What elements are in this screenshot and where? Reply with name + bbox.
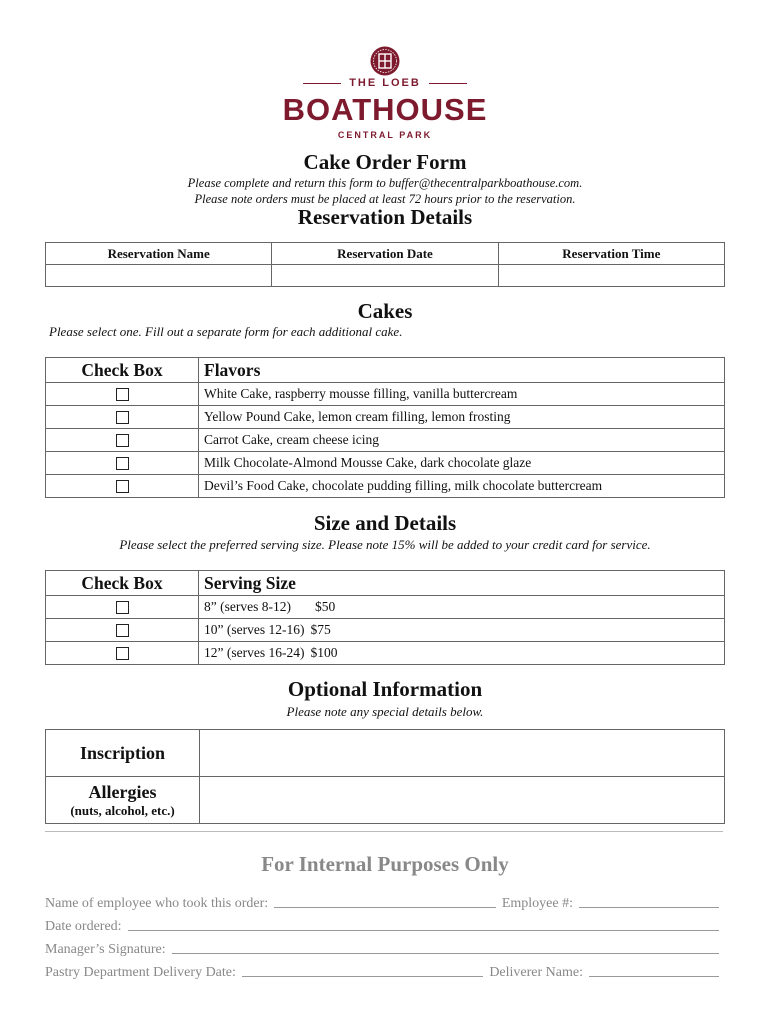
form-instruction-1: Please complete and return this form to buffer@thecentralparkboathouse.com.	[187, 176, 583, 190]
date-ordered-label: Date ordered:	[45, 919, 122, 934]
inscription-label: Inscription	[46, 730, 200, 777]
table-row	[46, 596, 725, 619]
size-price: $75	[310, 622, 331, 637]
logo-sub-text: CENTRAL PARK	[337, 130, 433, 140]
flavor-checkbox[interactable]	[116, 457, 129, 470]
serving-size-header: Serving Size	[199, 571, 725, 596]
logo-main-text: BOATHOUSE	[282, 92, 488, 127]
table-row	[46, 619, 725, 642]
employee-number-label: Employee #:	[501, 896, 573, 911]
boathouse-seal-logo	[370, 46, 400, 76]
deliverer-name-label: Deliverer Name:	[489, 965, 583, 980]
table-row	[46, 406, 725, 429]
section-divider	[45, 831, 723, 832]
size-checkbox[interactable]	[116, 647, 129, 660]
delivery-date-line[interactable]	[242, 975, 483, 977]
form-title: Cake Order Form	[303, 150, 467, 174]
flavors-table	[45, 357, 725, 498]
employee-name-line[interactable]	[274, 906, 496, 908]
flavor-checkbox[interactable]	[116, 434, 129, 447]
table-row	[46, 429, 725, 452]
table-row	[46, 452, 725, 475]
delivery-row	[45, 961, 725, 981]
flavor-label: Devil’s Food Cake, chocolate pudding filling, milk chocolate buttercream	[199, 475, 725, 498]
table-row	[46, 642, 725, 665]
size-checkbox[interactable]	[116, 601, 129, 614]
size-checkbox[interactable]	[116, 624, 129, 637]
table-row	[46, 475, 725, 498]
size-price: $50	[314, 599, 336, 614]
optional-heading: Optional Information	[287, 677, 483, 701]
reservation-name-field[interactable]	[46, 265, 272, 287]
check-box-header: Check Box	[46, 358, 199, 383]
check-box-header: Check Box	[46, 571, 199, 596]
reservation-time-header: Reservation Time	[498, 243, 724, 265]
manager-signature-label: Manager’s Signature:	[45, 942, 166, 957]
size-heading: Size and Details	[313, 511, 457, 535]
optional-info-table	[45, 729, 725, 824]
flavors-header: Flavors	[199, 358, 725, 383]
reservation-table	[45, 242, 725, 287]
size-label: 10” (serves 12-16)	[204, 622, 305, 637]
deliverer-name-line[interactable]	[589, 975, 719, 977]
cakes-note: Please select one. Fill out a separate form for each additional cake.	[49, 324, 403, 339]
logo-top-text: THE LOEB	[0, 77, 770, 89]
reservation-date-field[interactable]	[272, 265, 498, 287]
employee-name-label: Name of employee who took this order:	[45, 896, 269, 911]
manager-signature-row	[45, 938, 725, 958]
size-price: $100	[310, 645, 338, 660]
flavor-checkbox[interactable]	[116, 411, 129, 424]
inscription-field[interactable]	[200, 730, 725, 777]
date-ordered-row	[45, 915, 725, 935]
table-row	[46, 383, 725, 406]
form-instruction-2: Please note orders must be placed at least 72 hours prior to the reservation.	[194, 192, 576, 206]
employee-row	[45, 892, 725, 912]
reservation-date-header: Reservation Date	[272, 243, 498, 265]
size-label: 8” (serves 8-12)	[204, 599, 291, 614]
allergies-field[interactable]	[200, 777, 725, 824]
delivery-date-label: Pastry Department Delivery Date:	[45, 965, 236, 980]
reservation-name-header: Reservation Name	[46, 243, 272, 265]
flavor-label: Yellow Pound Cake, lemon cream filling, lemon frosting	[199, 406, 725, 429]
date-ordered-line[interactable]	[128, 929, 719, 931]
internal-heading: For Internal Purposes Only	[261, 852, 509, 876]
flavor-checkbox[interactable]	[116, 388, 129, 401]
flavor-label: Carrot Cake, cream cheese icing	[199, 429, 725, 452]
employee-number-line[interactable]	[579, 906, 719, 908]
manager-signature-line[interactable]	[172, 952, 719, 954]
cakes-heading: Cakes	[357, 299, 413, 323]
flavor-label: White Cake, raspberry mousse filling, vanilla buttercream	[199, 383, 725, 406]
optional-note: Please note any special details below.	[286, 704, 484, 719]
reservation-time-field[interactable]	[498, 265, 724, 287]
reservation-heading: Reservation Details	[297, 205, 473, 229]
allergies-label: Allergies (nuts, alcohol, etc.)	[46, 777, 200, 824]
size-note: Please select the preferred serving size. Please note 15% will be added to your credit card for service.	[119, 537, 651, 552]
flavor-label: Milk Chocolate-Almond Mousse Cake, dark chocolate glaze	[199, 452, 725, 475]
serving-size-table	[45, 570, 725, 665]
flavor-checkbox[interactable]	[116, 480, 129, 493]
allergies-sub-label: (nuts, alcohol, etc.)	[70, 802, 175, 818]
size-label: 12” (serves 16-24)	[204, 645, 305, 660]
